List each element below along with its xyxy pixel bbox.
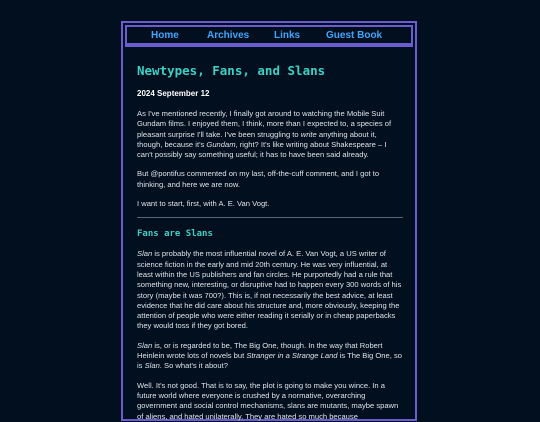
book-title: Stranger in a Strange Land: [246, 351, 338, 361]
intro-paragraph-2: But @pontifus commented on my last, off-the-cuff comment, and I got to thinking, and here we are now.: [137, 169, 380, 189]
nav-home-link[interactable]: Home: [151, 30, 179, 41]
blog-post: [137, 63, 403, 422]
post-title: Newtypes, Fans, and Slans: [137, 63, 326, 78]
nav-links-link[interactable]: Links: [274, 30, 301, 41]
intro-paragraph-3: I want to start, first, with A. E. Van Vogt.: [137, 199, 270, 209]
section-text: is The Big One, so is: [137, 351, 402, 371]
section-divider: [137, 217, 403, 218]
post-date: 2024 September 12: [137, 89, 210, 98]
section-text: is probably the most influential novel of A. E. Van Vogt, a US writer of science fiction in the early and mid 20th century. He was very influential, at least within the US publishers and fan circles. He purportedly had a rule that something new, interesting, or disruptive had to happen every 300 words of his story (maybe it was 700?). This is, if not necessarily the best advice, at least evidence that he did care about his structure and, more obviously, keeping the attention of people who were either reading it serially or in cheap paperbacks they would toss if they got bored.: [137, 249, 402, 331]
section-paragraph-1: [137, 249, 403, 331]
section-paragraph-3: Well. It's not good. That is to say, the plot is going to make you wince. In a future world where everyone is crushed by a normative, overarching government and social control mechanisms, slans are mutants, maybe spawn of aliens, and hated unilaterally. They are hated so much because: [137, 380, 399, 421]
section-text: is, or is regarded to be, The Big One, though. In the way that Robert Heinlein wrote lots of novels but: [137, 340, 383, 361]
intro-paragraph-1: [137, 109, 403, 160]
book-title: Slan: [137, 340, 153, 350]
intro-text: As I've mentioned recently, I finally got around to watching the Mobile Suit Gundam films. I enjoyed them, I think, more than I expected to, a species of pleasant surprise I'll take. I've been struggling to: [137, 109, 392, 139]
nav-guest-book-link[interactable]: Guest Book: [326, 30, 383, 41]
intro-text: , right? It's like writing about Shakespeare – I can't possibly say something useful; it has to have been said already.: [137, 139, 387, 160]
top-nav: [125, 25, 413, 45]
intro-text: anything about it, though, because it's: [137, 129, 377, 149]
section-text: . So what's it about?: [159, 361, 228, 371]
book-title: Slan: [137, 249, 153, 259]
emphasis-text: write: [300, 129, 317, 139]
book-title: Slan: [144, 361, 160, 371]
nav-archives-link[interactable]: Archives: [207, 30, 250, 41]
emphasis-text: Gundam: [206, 139, 236, 149]
section-paragraph-2: [137, 341, 403, 372]
section-heading: Fans are Slans: [137, 229, 213, 240]
